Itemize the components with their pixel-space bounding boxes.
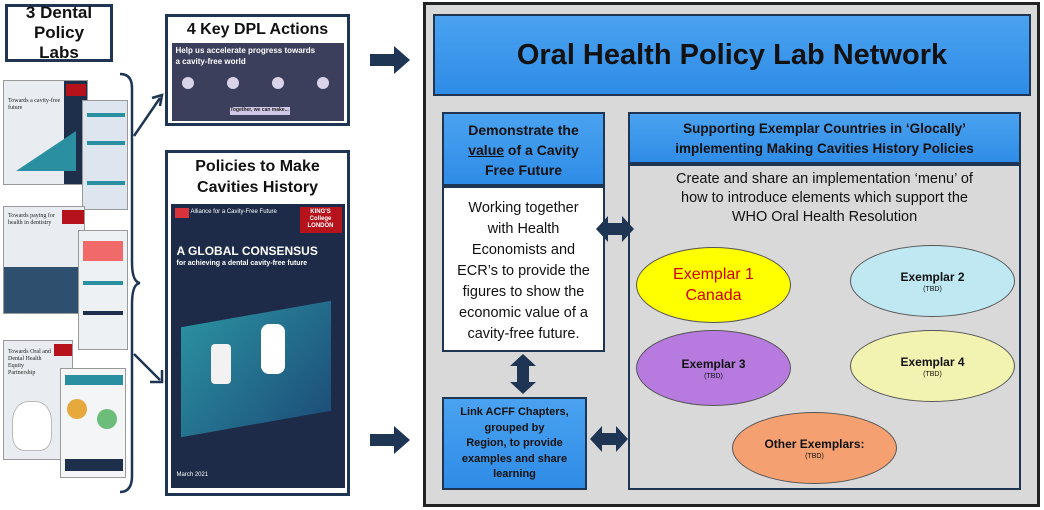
exemplar-3-sub: (TBD) — [704, 372, 723, 380]
dpl-headline-2: a cavity-free world — [175, 57, 246, 66]
poster3-title: Towards Oral and Dental Health Equity Partnership — [8, 349, 51, 376]
demonstrate-line2 — [444, 140, 603, 160]
exemplar-4-sub: (TBD) — [923, 370, 942, 378]
policies-group — [165, 150, 350, 496]
dental-policy-labs-label — [5, 4, 113, 62]
main-title-box — [433, 14, 1031, 96]
demonstrate-body-line-4: figures to show the — [462, 284, 585, 300]
consensus-subtitle: for achieving a dental cavity-free future — [176, 260, 308, 267]
demonstrate-body-line-0: Working together — [468, 200, 579, 216]
exemplar-2 — [850, 245, 1015, 317]
acff-org-name: Alliance for a Cavity-Free Future — [190, 209, 277, 215]
kcl-logo-3 — [54, 344, 72, 356]
demonstrate-value-heading — [442, 112, 605, 186]
policies-label: Policies to Make Cavities History — [195, 158, 320, 196]
arrow-right-bottom — [370, 426, 410, 454]
other-exemplars-sub: (TBD) — [805, 452, 824, 460]
link-acff-line-4: learning — [493, 468, 536, 480]
supporting-body-line-0: Create and share an implementation ‘menu’ of — [676, 171, 973, 187]
poster2-title: Towards paying for health in dentistry — [8, 213, 55, 226]
exemplar-2-sub: (TBD) — [923, 285, 942, 293]
other-exemplars-label: Other Exemplars: — [764, 436, 865, 451]
value-underlined: value — [468, 142, 505, 158]
exemplar-3-label: Exemplar 3 — [681, 356, 746, 371]
supporting-body-line-1: how to introduce elements which support the — [681, 190, 968, 206]
link-acff-box — [442, 397, 587, 490]
demonstrate-body-line-6: cavity-free future. — [467, 326, 580, 342]
consensus-date: March 2021 — [176, 472, 209, 478]
double-arrow-demo-supporting — [596, 214, 634, 244]
brace-arrow-down — [130, 350, 168, 390]
demonstrate-line1: Demonstrate the — [468, 122, 579, 138]
poster3-page2 — [60, 368, 126, 478]
dpl-headline-1: Help us accelerate progress towards — [175, 46, 316, 55]
link-acff-line-3: examples and share — [461, 452, 568, 465]
poster-paying-for-health — [3, 206, 85, 314]
consensus-poster — [171, 204, 345, 488]
link-acff-line-0: Link ACFF Chapters, — [460, 406, 569, 418]
exemplar-4-label: Exemplar 4 — [900, 354, 965, 369]
poster1-title: Towards a cavity-free future — [8, 98, 61, 111]
dpl-cta: Together, we can make... — [230, 107, 289, 113]
exemplar-1-canada — [636, 247, 791, 323]
demonstrate-body-line-3: ECR’s to provide the — [457, 263, 590, 279]
link-acff-lines — [444, 405, 585, 483]
brace-arrow-up — [130, 90, 168, 140]
supporting-body-lines — [630, 170, 1019, 227]
kcl-logo-2 — [62, 210, 84, 224]
kcl-logo-1 — [66, 84, 86, 96]
demonstrate-body-lines — [444, 198, 603, 345]
supporting-line1: Supporting Exemplar Countries in ‘Glocally’ — [683, 121, 966, 136]
poster-cavity-free-future — [3, 80, 88, 185]
dpl-actions-thumbnail — [172, 43, 344, 121]
dental-policy-labs-text: 3 Dental Policy Labs — [25, 3, 93, 62]
demonstrate-body — [442, 186, 605, 352]
exemplar-1-country: Canada — [685, 286, 742, 304]
demonstrate-line3: Free Future — [484, 162, 562, 178]
dpl-actions-label: 4 Key DPL Actions — [186, 21, 329, 38]
supporting-line2: implementing Making Cavities History Policies — [675, 141, 974, 156]
exemplar-2-label: Exemplar 2 — [900, 269, 965, 284]
dpl-actions-group — [165, 14, 350, 126]
demonstrate-body-line-5: economic value of a — [459, 305, 588, 321]
demonstrate-body-line-1: with Health — [487, 221, 560, 237]
link-acff-line-1: grouped by — [484, 421, 545, 434]
supporting-heading — [628, 112, 1021, 164]
main-title: Oral Health Policy Lab Network — [516, 38, 948, 71]
demonstrate-line2-rest: of a Cavity — [504, 142, 579, 158]
other-exemplars — [732, 412, 897, 484]
arrow-right-top — [370, 46, 410, 74]
double-arrow-vertical — [508, 354, 538, 394]
supporting-body-line-2: WHO Oral Health Resolution — [731, 209, 918, 225]
double-arrow-link-supporting — [590, 424, 628, 454]
kcl-logo: KING'S College LONDON — [300, 207, 342, 233]
exemplar-1-label: Exemplar 1 — [673, 265, 754, 283]
link-acff-line-2: Region, to provide — [466, 437, 563, 449]
exemplar-3 — [636, 330, 791, 406]
exemplar-4 — [850, 330, 1015, 402]
consensus-title: A GLOBAL CONSENSUS — [176, 244, 318, 258]
demonstrate-body-line-2: Economists and — [471, 242, 576, 258]
